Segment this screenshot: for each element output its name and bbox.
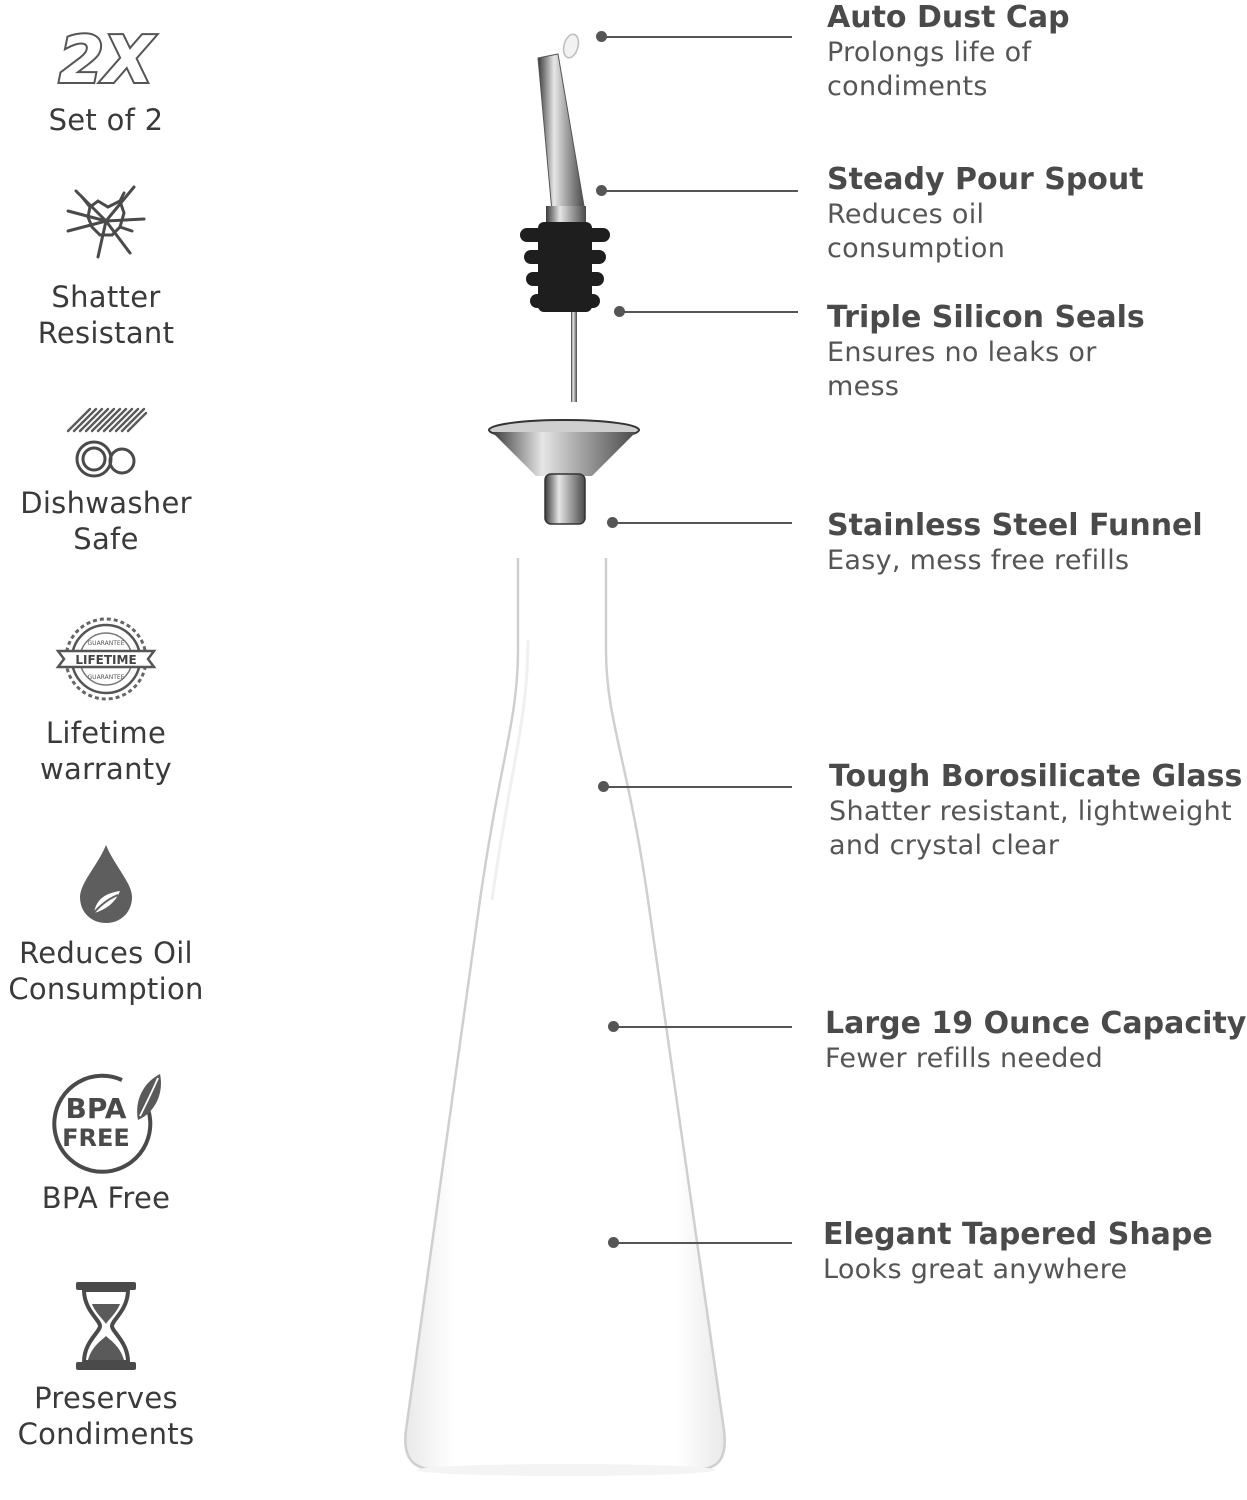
feature-label-bpa-free: BPA Free: [41, 1181, 171, 1215]
callout-title: Large 19 Ounce Capacity: [825, 1006, 1247, 1041]
callout-leader-line: [614, 1242, 792, 1244]
callout-leader-line: [620, 311, 798, 313]
feature-dishwasher-safe: [0, 407, 212, 557]
feature-shatter-resistant: [0, 183, 212, 351]
lifetime-seal-ring-text-top: GUARANTEE: [87, 640, 125, 647]
callout-title: Stainless Steel Funnel: [827, 508, 1203, 543]
feature-reduces-oil: [0, 843, 212, 1007]
oil-drop-icon: [76, 843, 136, 925]
oil-bottle-illustration: [380, 0, 760, 1500]
callout-text: [823, 1217, 1213, 1287]
feature-lifetime-warranty: [0, 615, 212, 787]
callout-description: Reduces oil consumption: [827, 199, 1006, 264]
feature-preserves-condiments: [0, 1280, 212, 1452]
callout-title: Elegant Tapered Shape: [823, 1217, 1213, 1252]
bpa-free-icon: [46, 1070, 166, 1174]
dust-cap: [561, 33, 581, 60]
callout-title: Auto Dust Cap: [827, 0, 1070, 35]
bpa-badge-line2: FREE: [62, 1124, 130, 1152]
callout-leader-line: [604, 786, 792, 788]
feature-label-shatter-resistant: Shatter Resistant: [37, 280, 175, 350]
callout-description: Shatter resistant, lightweight and crystal clear: [829, 796, 1232, 861]
feature-label-set-of-2: Set of 2: [48, 103, 164, 137]
set-of-two-icon: [41, 22, 171, 94]
glass-bottle: [405, 558, 724, 1476]
callout-text: [827, 300, 1145, 404]
pour-spout: [538, 54, 586, 224]
set-of-two-badge: 2X: [59, 24, 153, 94]
callout-leader-line: [613, 522, 792, 524]
callout-leader-line: [602, 36, 792, 38]
callout-text: [825, 1006, 1246, 1076]
hourglass-icon: [74, 1280, 138, 1372]
callout-leader-line: [614, 1026, 792, 1028]
callout-title: Tough Borosilicate Glass: [829, 759, 1243, 794]
callout-title: Steady Pour Spout: [827, 162, 1144, 197]
callout-description: Ensures no leaks or mess: [827, 337, 1097, 402]
feature-label-reduces-oil: Reduces Oil Consumption: [8, 936, 204, 1006]
feature-label-dishwasher-safe: Dishwasher Safe: [20, 486, 192, 556]
callout-text: [827, 0, 1070, 104]
shatter-icon: [64, 183, 148, 259]
feature-label-lifetime-warranty: Lifetime warranty: [40, 716, 172, 786]
lifetime-seal-icon: [54, 615, 158, 703]
spout-tube: [571, 312, 577, 402]
steel-funnel: [489, 420, 639, 524]
dishwasher-icon: [64, 407, 148, 479]
callout-description: Looks great anywhere: [823, 1254, 1128, 1285]
callout-description: Prolongs life of condiments: [827, 37, 1032, 102]
silicon-seals: [520, 222, 610, 312]
callout-leader-line: [602, 190, 798, 192]
lifetime-seal-ring-text-bottom: GUARANTEE: [87, 674, 125, 681]
feature-set-of-2: [0, 22, 212, 138]
feature-bpa-free: [0, 1070, 212, 1216]
feature-label-preserves-condiments: Preserves Condiments: [17, 1381, 195, 1451]
callout-description: Easy, mess free refills: [827, 545, 1130, 576]
callout-text: [827, 508, 1203, 578]
bpa-badge-line1: BPA: [65, 1092, 127, 1125]
callout-text: [827, 162, 1144, 266]
callout-title: Triple Silicon Seals: [827, 300, 1145, 335]
lifetime-seal-text: LIFETIME: [75, 653, 137, 667]
callout-description: Fewer refills needed: [825, 1043, 1104, 1074]
callout-text: [829, 759, 1242, 863]
